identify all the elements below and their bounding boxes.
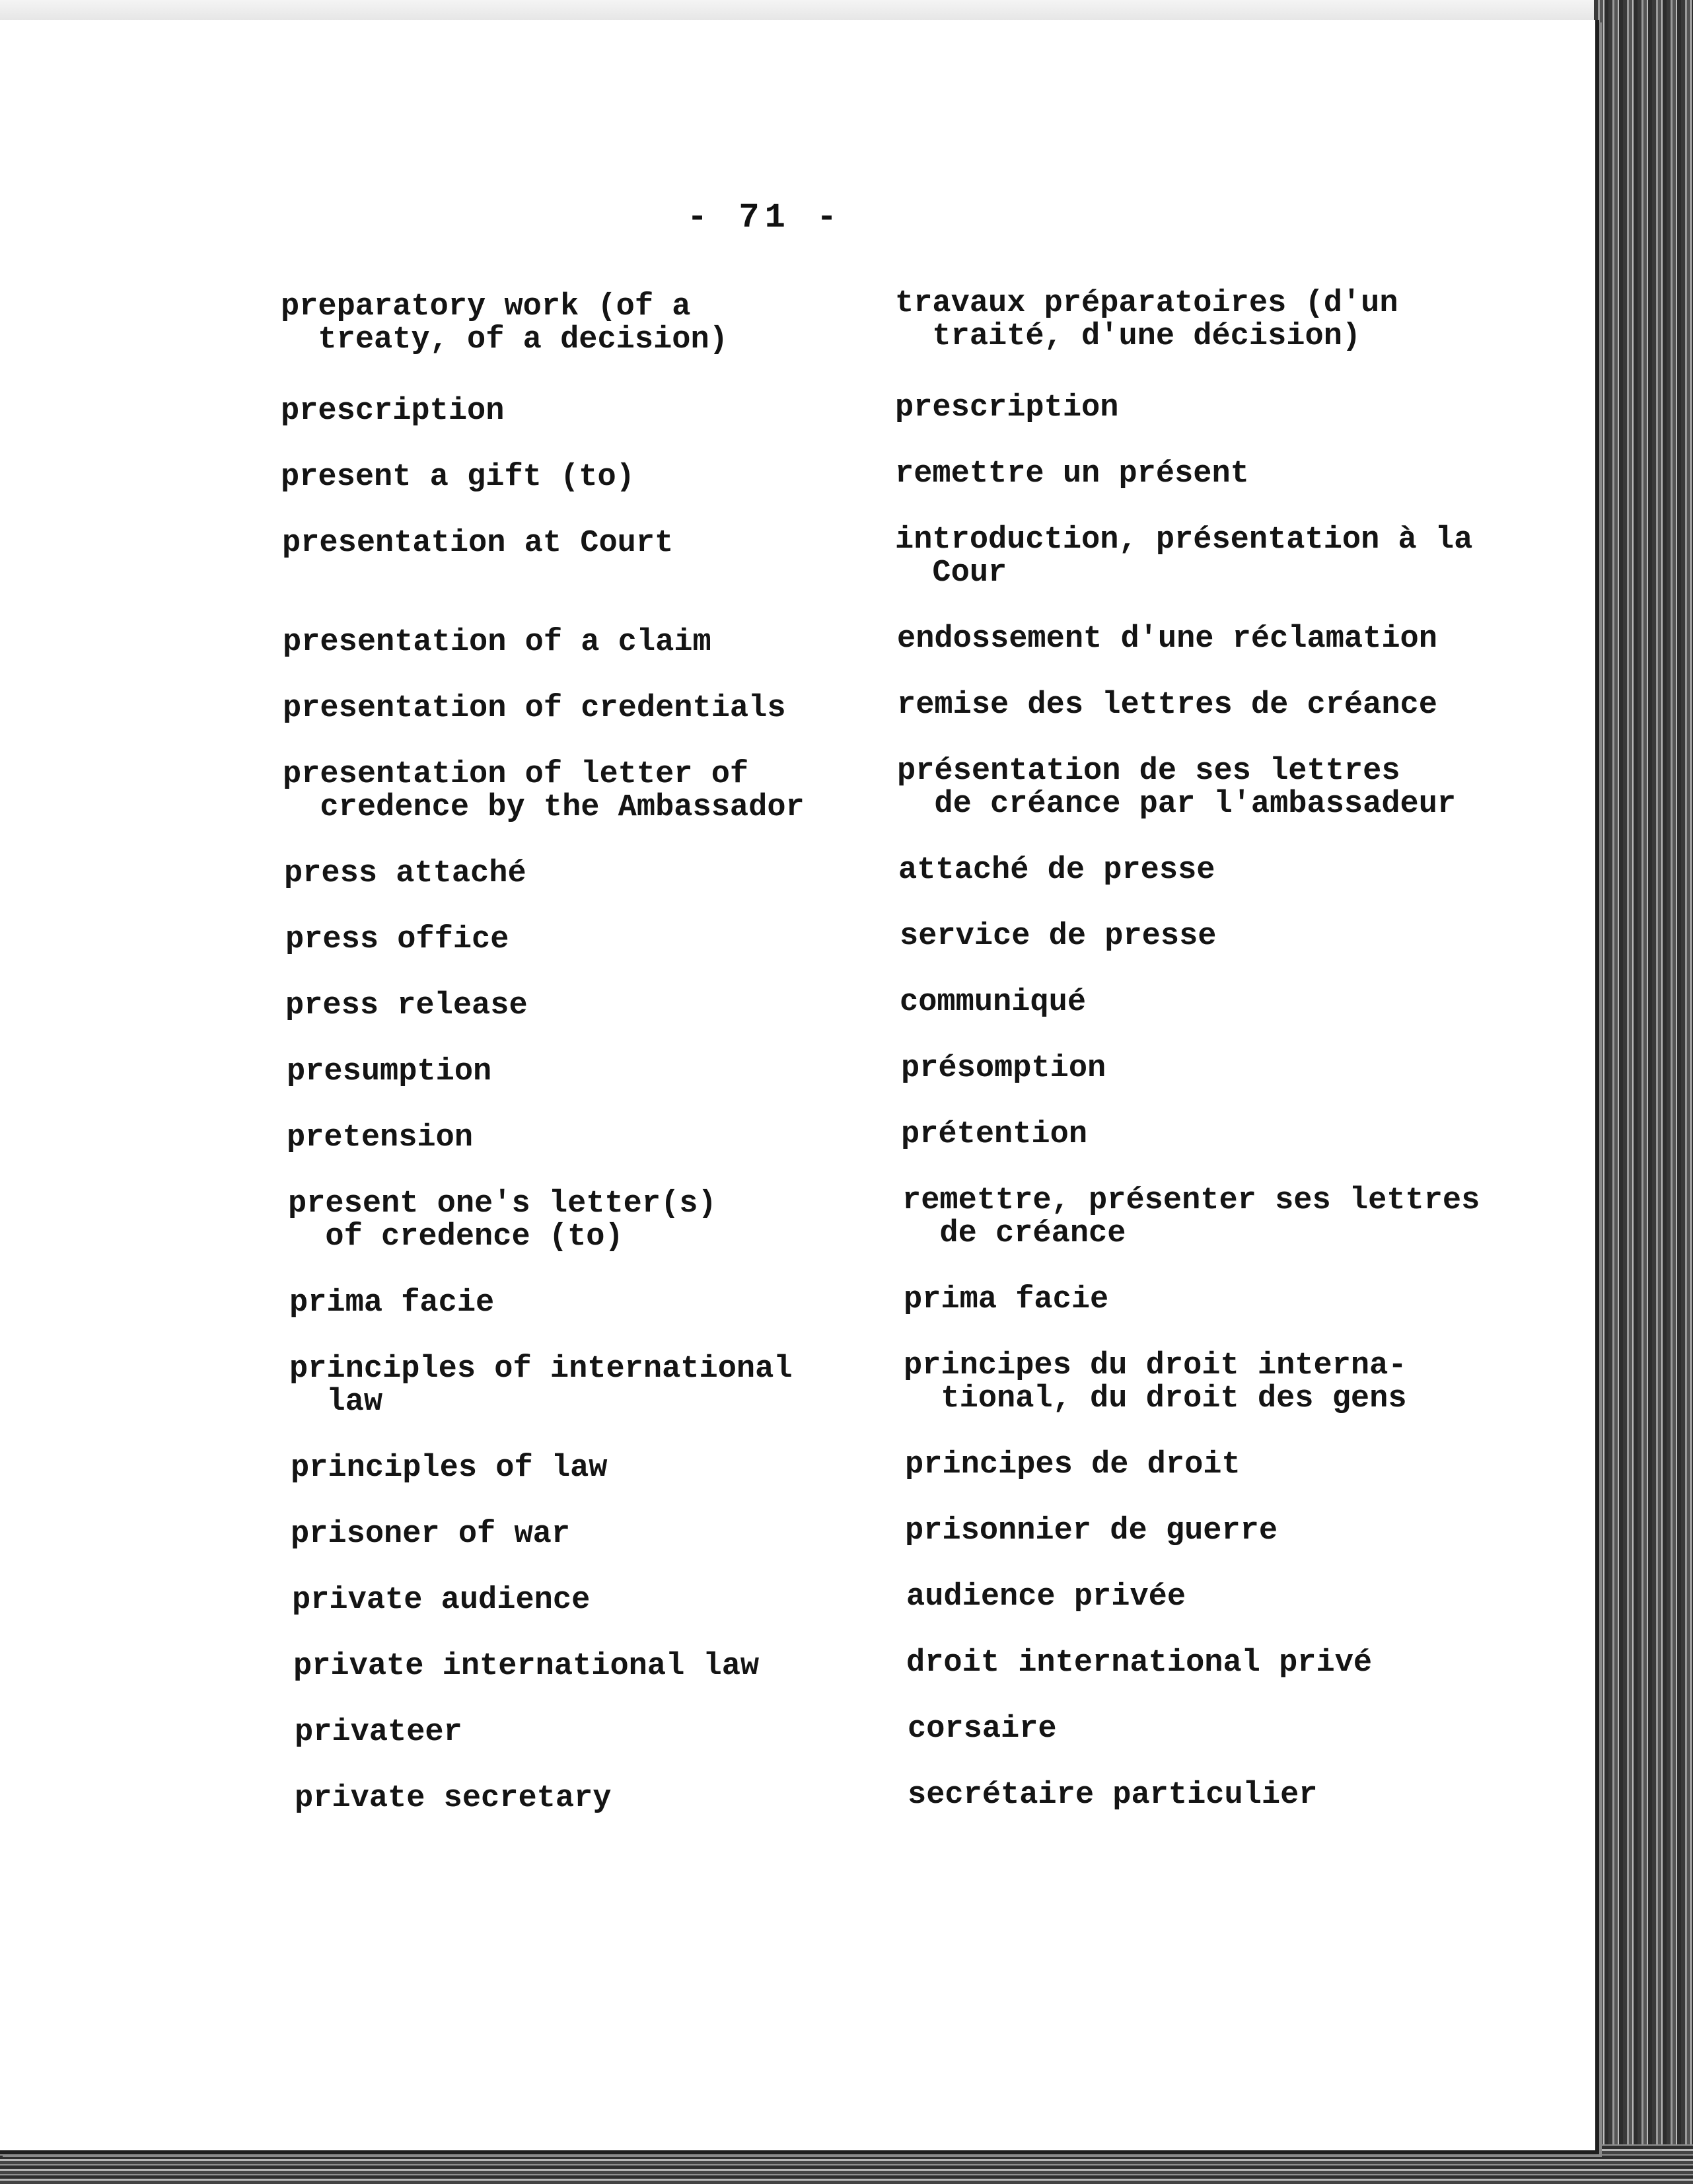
entry-fr: prescription	[895, 390, 1119, 425]
entry-en: private secretary	[295, 1781, 612, 1816]
entry-en: press release	[285, 988, 528, 1023]
entry-en: present one's letter(s) of credence (to)	[288, 1186, 717, 1255]
entry-fr: secrétaire particulier	[908, 1778, 1318, 1813]
entry-fr: principes de droit	[905, 1447, 1241, 1482]
entry-en: presumption	[287, 1054, 492, 1089]
entry-fr: droit international privé	[906, 1646, 1373, 1681]
entry-fr: travaux préparatoires (d'un traité, d'une décision)	[895, 286, 1398, 354]
entry-en: presentation of letter of credence by the Ambassador	[283, 757, 805, 825]
entry-en: press attaché	[284, 856, 526, 891]
entry-en: private audience	[292, 1583, 591, 1618]
entry-en: principles of law	[291, 1451, 608, 1486]
entry-fr: présomption	[901, 1051, 1106, 1086]
document-page	[0, 20, 1599, 2154]
entry-fr: remettre un présent	[895, 456, 1249, 491]
entry-en: press office	[285, 922, 509, 957]
entry-en: privateer	[295, 1715, 462, 1750]
entry-fr: prima facie	[904, 1282, 1109, 1317]
entry-fr: communiqué	[900, 985, 1087, 1020]
entry-en: prima facie	[289, 1286, 495, 1321]
page-number: - 71 -	[687, 198, 843, 237]
entry-fr: attaché de presse	[898, 853, 1215, 888]
entry-en: principles of international law	[289, 1352, 793, 1420]
entry-fr: principes du droit interna- tional, du droit des gens	[904, 1348, 1407, 1416]
entry-fr: remise des lettres de créance	[897, 688, 1437, 723]
entry-fr: prisonnier de guerre	[905, 1513, 1278, 1548]
entry-en: preparatory work (of a treaty, of a decision)	[281, 289, 728, 357]
entry-fr: remettre, présenter ses lettres de créance	[902, 1183, 1480, 1251]
entry-fr: présentation de ses lettres de créance par l'ambassadeur	[897, 754, 1457, 822]
entry-fr: audience privée	[906, 1580, 1186, 1615]
entry-fr: service de presse	[900, 919, 1217, 954]
entry-en: private international law	[293, 1649, 760, 1684]
entry-fr: endossement d'une réclamation	[897, 622, 1437, 657]
entry-fr: introduction, présentation à la Cour	[895, 523, 1473, 591]
entry-fr: corsaire	[908, 1712, 1057, 1747]
entry-en: presentation of credentials	[283, 691, 786, 726]
entry-fr: prétention	[901, 1117, 1088, 1152]
entry-en: present a gift (to)	[281, 460, 635, 495]
scan-right-edge	[1594, 0, 1693, 2184]
entry-en: pretension	[287, 1120, 474, 1155]
entry-en: presentation at Court	[282, 526, 674, 561]
entry-en: prescription	[281, 394, 505, 429]
entry-en: presentation of a claim	[283, 625, 711, 660]
entry-en: prisoner of war	[291, 1517, 571, 1552]
